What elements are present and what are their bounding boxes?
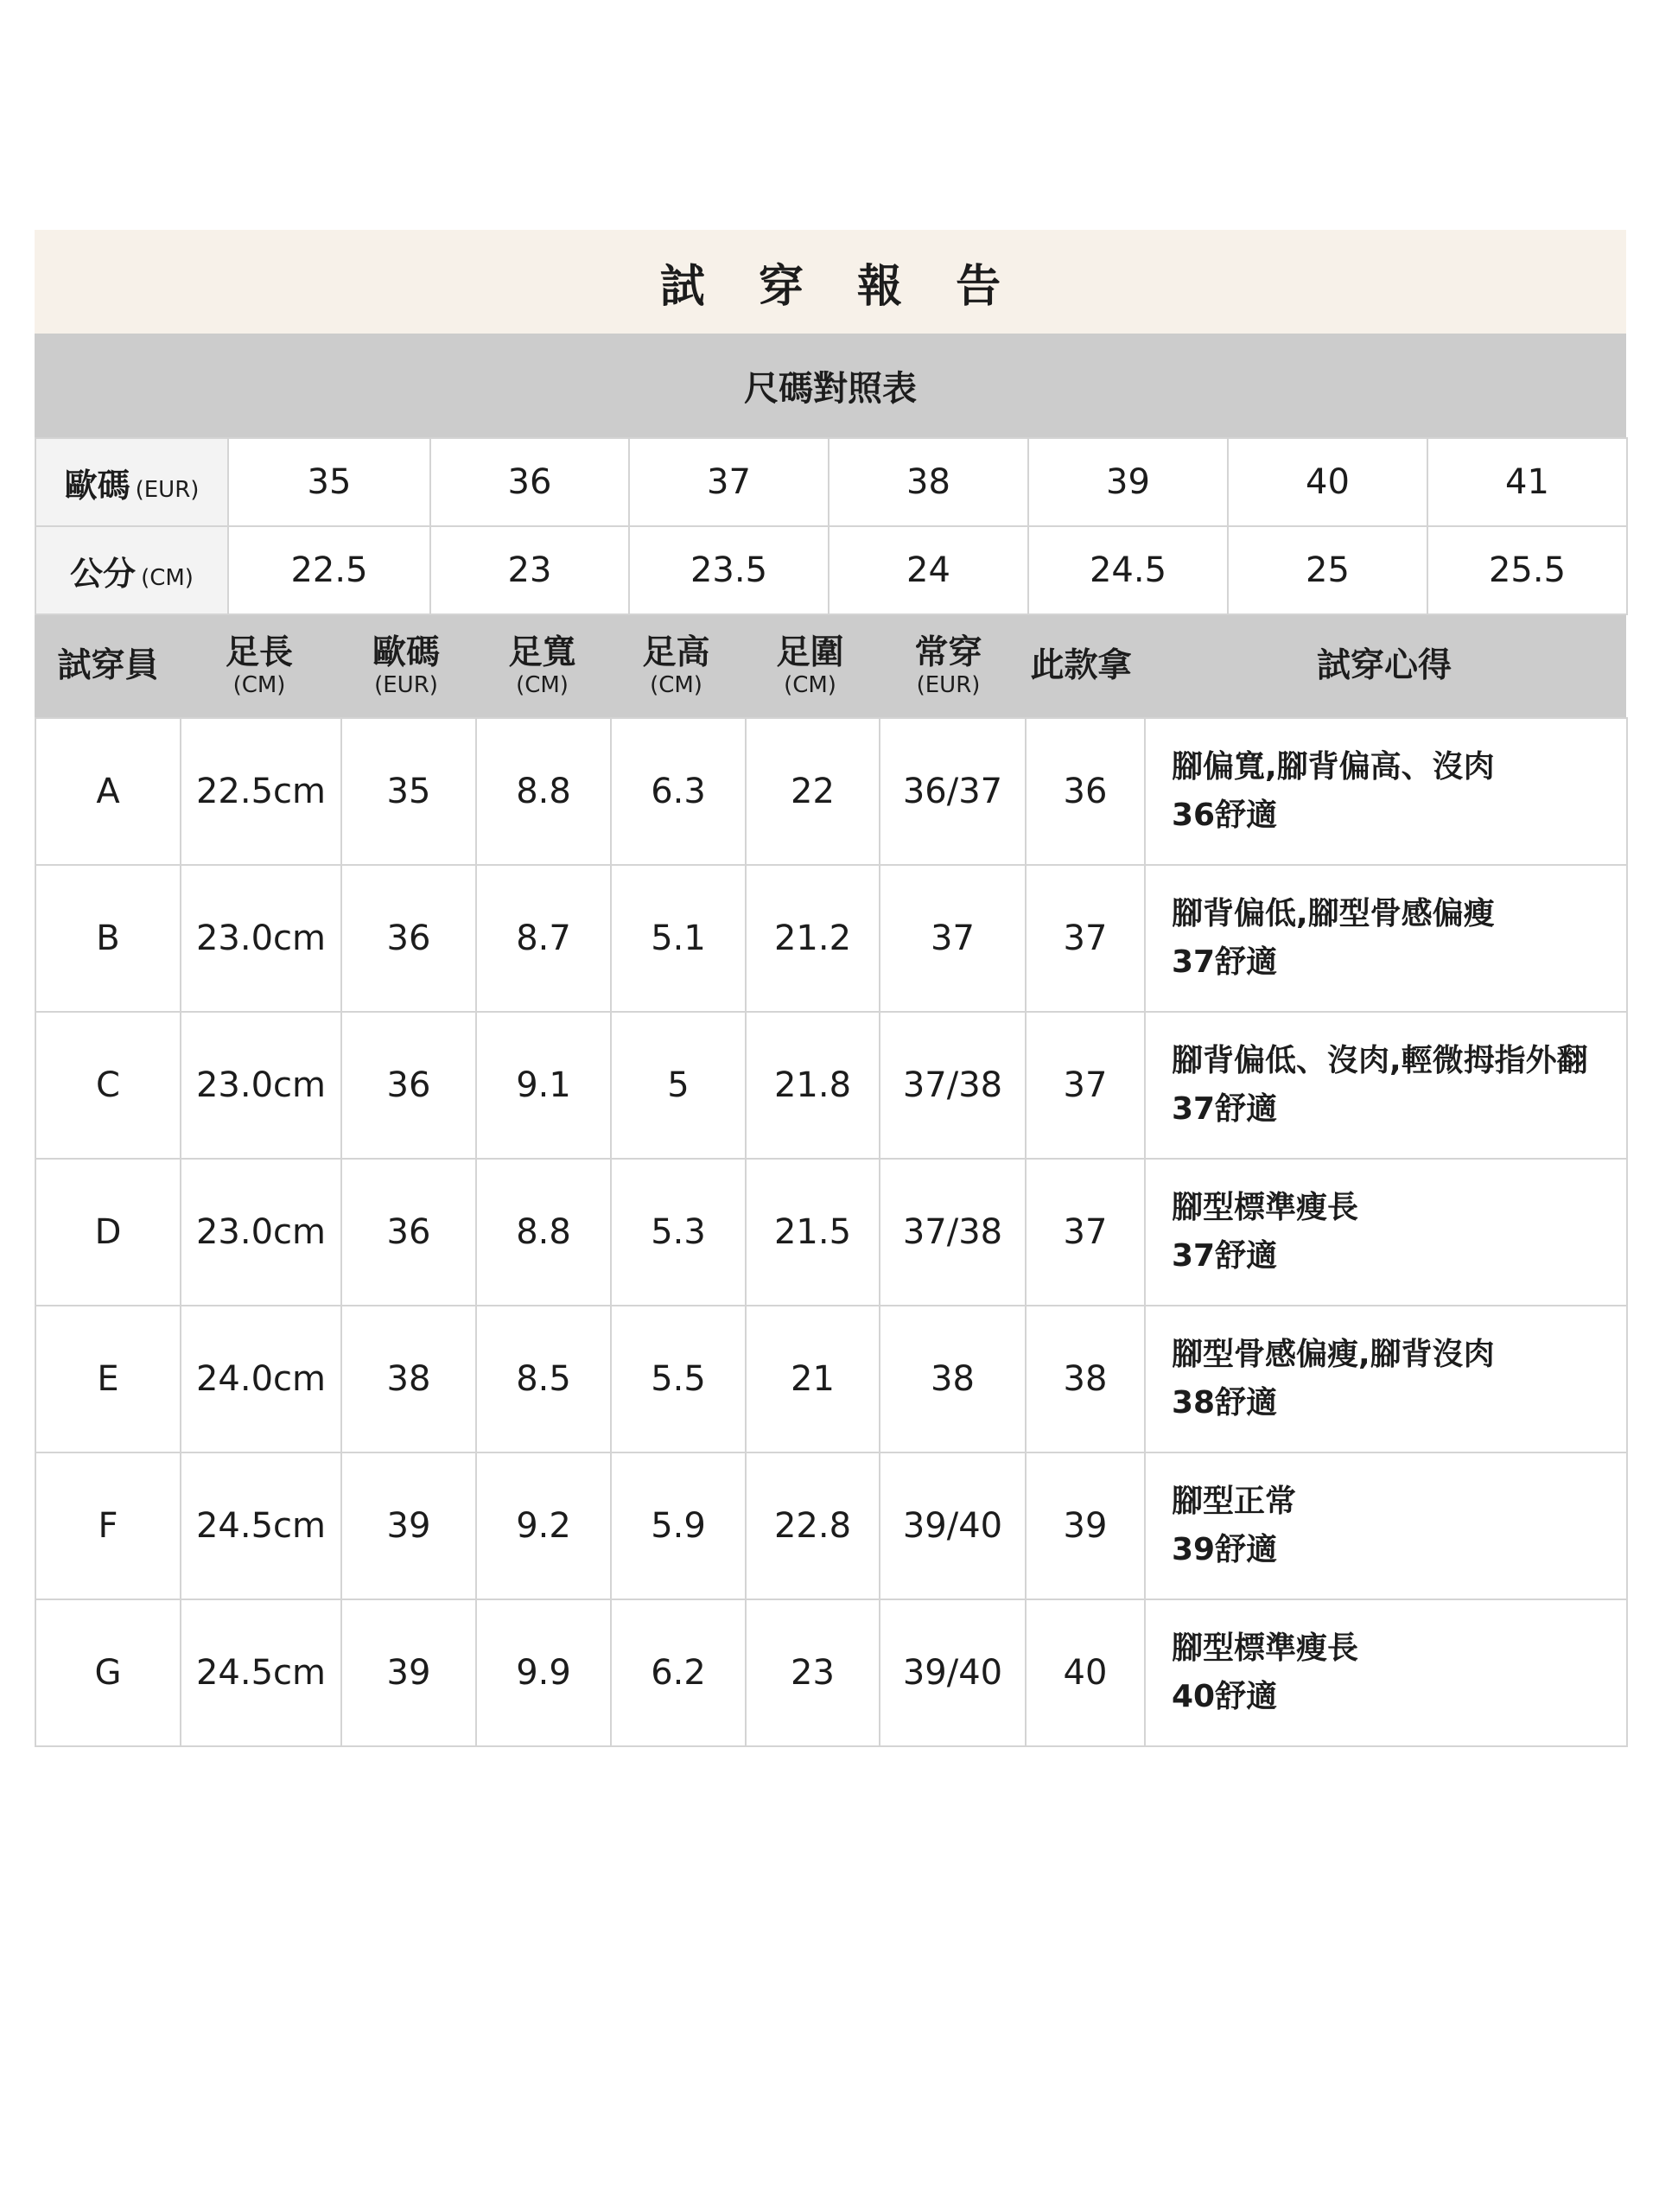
table-row: [35, 1012, 1627, 1159]
foot-girth-cell: 21.8: [746, 1012, 880, 1159]
notes-cell: [1145, 718, 1627, 865]
eur-size-cell: 41: [1427, 438, 1627, 526]
tester-cell: A: [35, 718, 181, 865]
note-comfort: 40舒適: [1172, 1679, 1278, 1714]
cm-size-cell: 23.5: [629, 526, 829, 614]
foot-height-cell: 5: [611, 1012, 746, 1159]
cm-size-cell: 23: [430, 526, 629, 614]
header-foot-height: [609, 634, 743, 698]
eur-size-cell: 39: [341, 1452, 476, 1599]
notes-cell: [1145, 1599, 1627, 1746]
foot-width-cell: 8.8: [476, 718, 611, 865]
cm-size-cell: 22.5: [228, 526, 430, 614]
foot-girth-cell: 22: [746, 718, 880, 865]
note-line: 腳型正常: [1172, 1484, 1297, 1519]
cm-row-header: [35, 526, 228, 614]
foot-height-cell: 5.1: [611, 865, 746, 1012]
notes-cell: [1145, 865, 1627, 1012]
header-label: 歐碼: [372, 633, 440, 672]
eur-size-cell: 36: [341, 1012, 476, 1159]
header-label: 試穿心得: [1316, 646, 1452, 685]
table-row: [35, 718, 1627, 865]
usual-size-cell: 39/40: [880, 1599, 1026, 1746]
usual-size-cell: 37/38: [880, 1012, 1026, 1159]
header-unit: (CM): [232, 672, 286, 698]
note-comfort: 37舒適: [1172, 944, 1278, 980]
eur-size-cell: 37: [629, 438, 829, 526]
table-row: [35, 1306, 1627, 1452]
foot-width-cell: 8.8: [476, 1159, 611, 1306]
header-label: 足圍: [776, 633, 844, 672]
eur-size-cell: 40: [1228, 438, 1427, 526]
header-foot-girth: [743, 634, 877, 698]
foot-length-cell: 23.0cm: [181, 865, 341, 1012]
note-comfort: 38舒適: [1172, 1385, 1278, 1421]
tryon-table: [35, 717, 1628, 1747]
cm-label: 公分: [70, 554, 137, 593]
header-chosen-size: [1020, 647, 1142, 685]
note-line: 腳型標準瘦長: [1172, 1190, 1359, 1225]
cm-size-row: [35, 526, 1627, 614]
eur-size-cell: 35: [341, 718, 476, 865]
chosen-size-cell: 37: [1026, 865, 1145, 1012]
cm-unit: (CM): [141, 564, 194, 591]
note-comfort: 39舒適: [1172, 1532, 1278, 1567]
foot-girth-cell: 21.5: [746, 1159, 880, 1306]
chosen-size-cell: 37: [1026, 1012, 1145, 1159]
eur-size-cell: 35: [228, 438, 430, 526]
eur-row-header: [35, 438, 228, 526]
header-label: 足寬: [508, 633, 576, 672]
note-line: 腳型骨感偏瘦,腳背沒肉: [1172, 1337, 1495, 1372]
foot-girth-cell: 21: [746, 1306, 880, 1452]
header-unit: (EUR): [374, 672, 438, 698]
chosen-size-cell: 38: [1026, 1306, 1145, 1452]
note-comfort: 37舒適: [1172, 1091, 1278, 1127]
table-row: [35, 865, 1627, 1012]
header-notes: [1142, 647, 1626, 685]
header-label: 此款拿: [1030, 646, 1132, 685]
notes-cell: [1145, 1012, 1627, 1159]
size-chart-title: 尺碼對照表: [35, 334, 1626, 437]
header-eur: [337, 634, 475, 698]
foot-height-cell: 5.9: [611, 1452, 746, 1599]
notes-cell: [1145, 1306, 1627, 1452]
usual-size-cell: 39/40: [880, 1452, 1026, 1599]
eur-size-row: [35, 438, 1627, 526]
usual-size-cell: 37/38: [880, 1159, 1026, 1306]
foot-height-cell: 5.3: [611, 1159, 746, 1306]
table-row: [35, 1452, 1627, 1599]
try-on-report: [35, 230, 1626, 1747]
note-comfort: 37舒適: [1172, 1238, 1278, 1274]
header-label: 常穿: [914, 633, 982, 672]
header-foot-length: [181, 634, 337, 698]
tester-cell: D: [35, 1159, 181, 1306]
note-line: 腳背偏低,腳型骨感偏瘦: [1172, 896, 1495, 931]
foot-width-cell: 9.9: [476, 1599, 611, 1746]
foot-height-cell: 6.3: [611, 718, 746, 865]
eur-size-cell: 36: [341, 865, 476, 1012]
usual-size-cell: 36/37: [880, 718, 1026, 865]
eur-size-cell: 36: [341, 1159, 476, 1306]
header-unit: (EUR): [916, 672, 981, 698]
foot-length-cell: 23.0cm: [181, 1159, 341, 1306]
note-line: 腳偏寬,腳背偏高、沒肉: [1172, 749, 1495, 785]
foot-length-cell: 24.0cm: [181, 1306, 341, 1452]
chosen-size-cell: 39: [1026, 1452, 1145, 1599]
header-unit: (CM): [650, 672, 702, 698]
header-unit: (CM): [516, 672, 569, 698]
foot-girth-cell: 23: [746, 1599, 880, 1746]
usual-size-cell: 38: [880, 1306, 1026, 1452]
header-tester: [35, 647, 181, 685]
note-line: 腳型標準瘦長: [1172, 1630, 1359, 1666]
cm-size-cell: 25: [1228, 526, 1427, 614]
eur-size-cell: 38: [341, 1306, 476, 1452]
eur-size-cell: 38: [829, 438, 1028, 526]
eur-label: 歐碼: [64, 466, 130, 505]
foot-width-cell: 8.5: [476, 1306, 611, 1452]
header-usual-size: [877, 634, 1020, 698]
foot-length-cell: 22.5cm: [181, 718, 341, 865]
table-row: [35, 1599, 1627, 1746]
cm-size-cell: 24.5: [1028, 526, 1228, 614]
usual-size-cell: 37: [880, 865, 1026, 1012]
header-unit: (CM): [784, 672, 836, 698]
foot-girth-cell: 21.2: [746, 865, 880, 1012]
eur-size-cell: 36: [430, 438, 629, 526]
foot-width-cell: 9.1: [476, 1012, 611, 1159]
header-label: 試穿員: [57, 646, 159, 685]
foot-length-cell: 24.5cm: [181, 1452, 341, 1599]
foot-height-cell: 6.2: [611, 1599, 746, 1746]
chosen-size-cell: 40: [1026, 1599, 1145, 1746]
foot-height-cell: 5.5: [611, 1306, 746, 1452]
header-foot-width: [475, 634, 609, 698]
eur-size-cell: 39: [341, 1599, 476, 1746]
chosen-size-cell: 36: [1026, 718, 1145, 865]
tester-cell: F: [35, 1452, 181, 1599]
eur-unit: (EUR): [135, 476, 200, 503]
tester-cell: G: [35, 1599, 181, 1746]
foot-width-cell: 9.2: [476, 1452, 611, 1599]
header-label: 足高: [642, 633, 710, 672]
cm-size-cell: 25.5: [1427, 526, 1627, 614]
tryon-header-row: [35, 615, 1626, 717]
foot-girth-cell: 22.8: [746, 1452, 880, 1599]
note-line: 腳背偏低、沒肉,輕微拇指外翻: [1172, 1043, 1588, 1078]
chosen-size-cell: 37: [1026, 1159, 1145, 1306]
tester-cell: E: [35, 1306, 181, 1452]
note-comfort: 36舒適: [1172, 798, 1278, 833]
foot-length-cell: 23.0cm: [181, 1012, 341, 1159]
notes-cell: [1145, 1159, 1627, 1306]
foot-length-cell: 24.5cm: [181, 1599, 341, 1746]
cm-size-cell: 24: [829, 526, 1028, 614]
report-title: 試 穿 報 告: [35, 230, 1626, 334]
tester-cell: C: [35, 1012, 181, 1159]
header-label: 足長: [225, 633, 293, 672]
eur-size-cell: 39: [1028, 438, 1228, 526]
table-row: [35, 1159, 1627, 1306]
tester-cell: B: [35, 865, 181, 1012]
notes-cell: [1145, 1452, 1627, 1599]
foot-width-cell: 8.7: [476, 865, 611, 1012]
size-chart-table: [35, 437, 1628, 615]
